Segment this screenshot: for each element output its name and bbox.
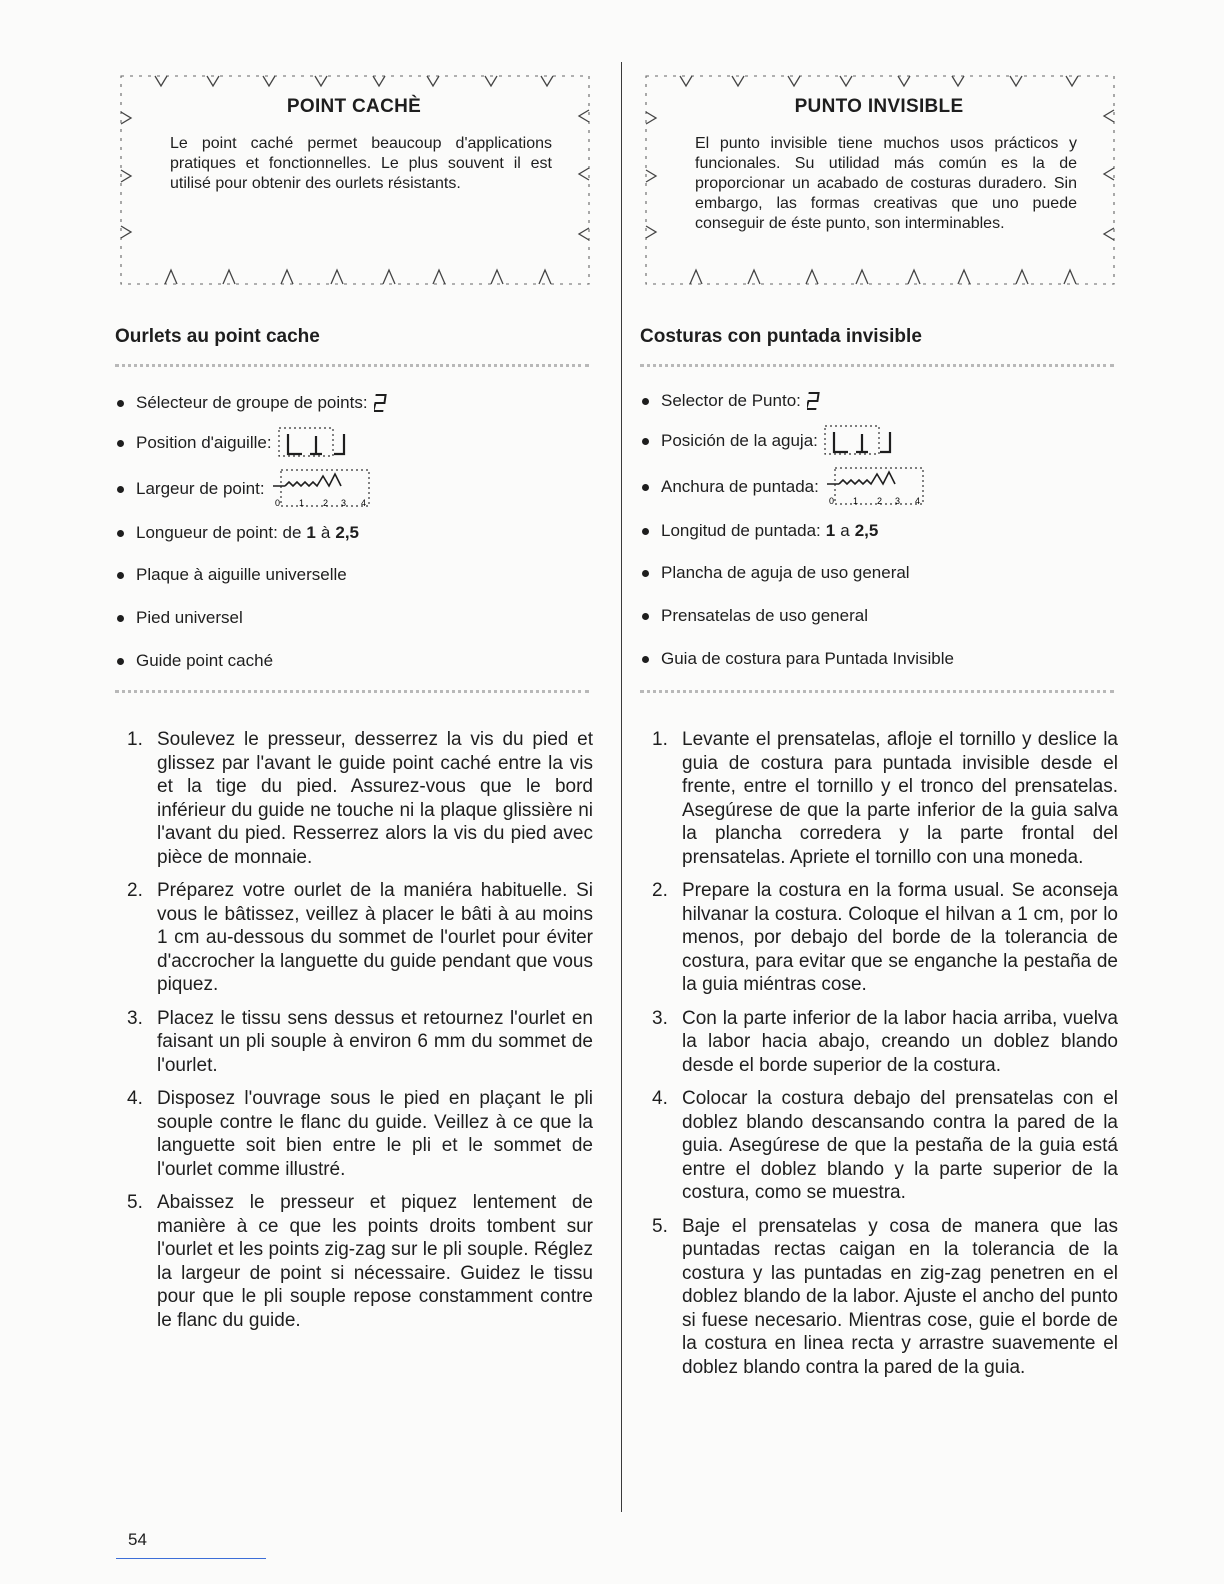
box-text: El punto invisible tiene muchos usos prácticos y funcionales. Su utilidad más común es la de proporcionar un acabado de costuras duradero. Sin embargo, las formas creativas que uno puede conseguir de éste punto, son interminables.: [695, 135, 1077, 232]
box-title: POINT CACHÈ: [286, 96, 422, 117]
bullet-icon: [117, 440, 124, 447]
setting-needle-position: Position d'aiguille:: [115, 428, 364, 458]
bullet-icon: [642, 438, 649, 445]
svg-text:2: 2: [876, 496, 882, 506]
setting-needle-position: Posición de la aguja:: [640, 426, 910, 456]
svg-text:4: 4: [360, 498, 366, 508]
step-item: 2. Préparez votre ourlet de la maniéra habituelle. Si vous le bâtissez, veillez à placer le bâti à au moins 1 cm au-dessous du sommet de l'ourlet pour éviter d'accrocher la languette du guide pendant que vous piquez.: [127, 880, 593, 995]
bullet-icon: [117, 658, 124, 665]
svg-text:1: 1: [298, 498, 304, 508]
steps-list: [115, 728, 593, 1342]
stitch-group-2-icon: [807, 390, 821, 412]
dotted-rule: [115, 690, 589, 693]
step-item: 3. Con la parte inferior de la labor hacia arriba, vuelva la labor hacia abajo, creando un doblez blando desde el borde superior de la costura.: [652, 1007, 1118, 1076]
box-text: Le point caché permet beaucoup d'applications pratiques et fonctionnelles. Le plus souvent il est utilisé pour obtenir des ourlets résistants.: [170, 135, 552, 192]
step-item: 1. Soulevez le presseur, desserrez la vis du pied et glissez par l'avant le guide point caché entre la vis et la tige du pied. Assurez-vous que le bord inférieur du guide ne touche ni la plaque glissière ni l'avant du pied. Resserrez alors la vis du pied avec pièce de monnaie.: [127, 729, 593, 868]
setting-guide: Guide point caché: [115, 646, 273, 676]
svg-text:0: 0: [828, 496, 834, 506]
intro-box: [115, 72, 593, 288]
page-number: 54: [128, 1530, 147, 1549]
bullet-icon: [117, 572, 124, 579]
svg-text:0: 0: [274, 498, 280, 508]
bullet-icon: [117, 400, 124, 407]
column-divider: [621, 62, 622, 1512]
svg-text:3: 3: [894, 496, 900, 506]
dotted-rule: [640, 690, 1114, 693]
step-item: 4. Disposez l'ouvrage sous le pied en plaçant le pli souple contre le flanc du guide. Veillez à ce que la languette soit bien entre le pli et le sommet de l'ourlet comme illustré.: [127, 1088, 593, 1180]
setting-guide: Guia de costura para Puntada Invisible: [640, 644, 954, 674]
bullet-icon: [642, 484, 649, 491]
steps-list: [640, 728, 1118, 1389]
needle-positions-icon: [824, 424, 910, 458]
step-item: 2. Prepare la costura en la forma usual. Se aconseja hilvanar la costura. Coloque el hilvan a 1 cm, por lo menos, por debajo del borde de la tolerancia de costura, para evitar que se enganche la pestaña de la guia miéntras cose.: [652, 880, 1118, 995]
svg-text:4: 4: [914, 496, 920, 506]
section-title: Ourlets au point cache: [115, 326, 320, 347]
stitch-width-scale-icon: [271, 468, 371, 510]
dotted-rule: [115, 364, 589, 367]
intro-box: [640, 72, 1118, 288]
bullet-icon: [642, 656, 649, 663]
stitch-group-2-icon: [374, 392, 388, 414]
bullet-icon: [642, 570, 649, 577]
step-item: 3. Placez le tissu sens dessus et retournez l'ourlet en faisant un pli souple à environ 6 mm du sommet de l'ourlet.: [127, 1007, 593, 1076]
bullet-icon: [117, 615, 124, 622]
bullet-icon: [642, 528, 649, 535]
setting-stitch-width: Largeur de point: 0 1 2 3 4: [115, 474, 371, 504]
step-item: 4. Colocar la costura debajo del prensatelas con el doblez blando descansando contra la pared de la guia. Asegúrese de que la pestaña de la guia está entre el doblez blando y la parte superior de la costura, como se muestra.: [652, 1088, 1118, 1203]
step-item: 1. Levante el prensatelas, afloje el tornillo y deslice la guia de costura para puntada invisible desde el frente, entre el tornillo y el tronco del prensatelas. Asegúrese de que la parte inferior de la guia salva la plancha corredera y la parte frontal del prensatelas. Apriete el tornillo con una moneda.: [652, 729, 1118, 868]
needle-positions-icon: [278, 426, 364, 460]
setting-stitch-group: Sélecteur de groupe de points:: [115, 388, 388, 418]
setting-needle-plate: Plaque à aiguille universelle: [115, 560, 347, 590]
stitch-width-scale-icon: [825, 466, 925, 508]
step-item: 5. Abaissez le presseur et piquez lentement de manière à ce que les points droits tombent sur l'ourlet et les points zig-zag sur le pli souple. Réglez la largeur de point si nécessaire. Guidez le tissu pour que le pli souple repose constamment contre le flanc du guide.: [127, 1192, 593, 1331]
bullet-icon: [642, 398, 649, 405]
step-item: 5. Baje el prensatelas y cosa de manera que las puntadas rectas caigan en la tolerancia de la costura y las puntadas en zig-zag penetren en el doblez blando de la labor. Ajuste el ancho del punto si fuese necesario. Mientras cose, guie el borde de la costura en linea recta y arrastre suavemente el doblez blando contra la pared de la guia.: [652, 1215, 1118, 1378]
dotted-rule: [640, 364, 1114, 367]
svg-text:2: 2: [322, 498, 328, 508]
bullet-icon: [117, 530, 124, 537]
bullet-icon: [642, 613, 649, 620]
section-title: Costuras con puntada invisible: [640, 326, 922, 347]
svg-text:3: 3: [340, 498, 346, 508]
box-title: PUNTO INVISIBLE: [794, 96, 964, 117]
footer-line: [116, 1558, 266, 1559]
setting-presser-foot: Pied universel: [115, 603, 243, 633]
svg-text:1: 1: [852, 496, 858, 506]
setting-stitch-group: Selector de Punto:: [640, 386, 821, 416]
setting-stitch-width: Anchura de puntada: 0 1 2 3 4: [640, 472, 925, 502]
setting-needle-plate: Plancha de aguja de uso general: [640, 558, 910, 588]
setting-stitch-length: Longueur de point: de 1 à 2,5: [115, 518, 359, 548]
bullet-icon: [117, 486, 124, 493]
setting-stitch-length: Longitud de puntada: 1 a 2,5: [640, 516, 878, 546]
setting-presser-foot: Prensatelas de uso general: [640, 601, 868, 631]
